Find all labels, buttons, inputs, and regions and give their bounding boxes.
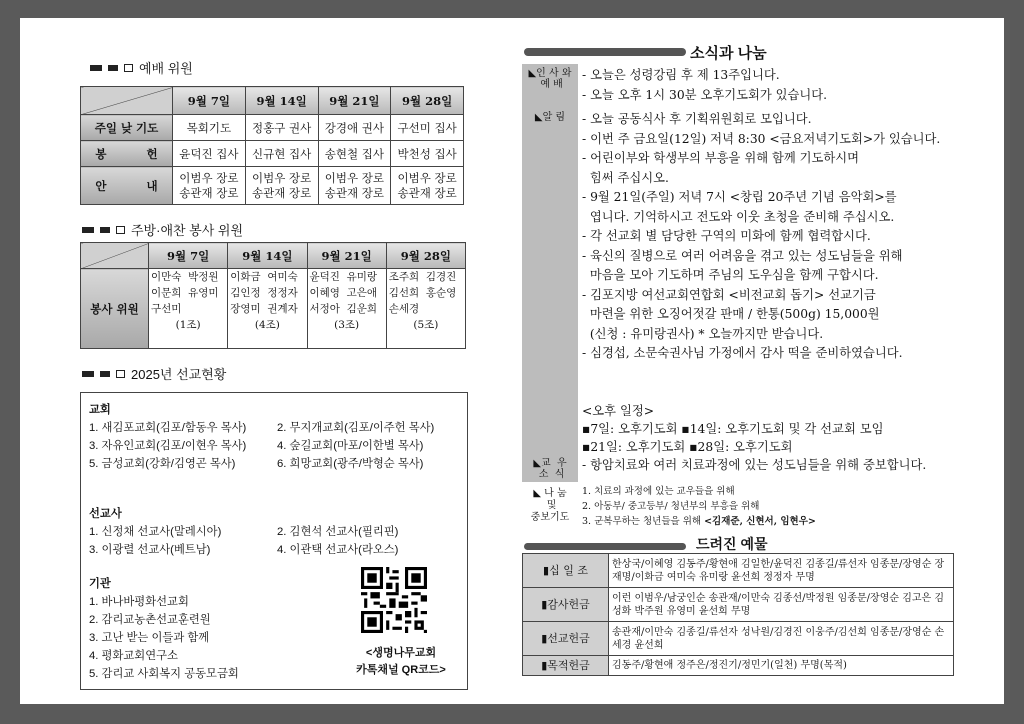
kitchen-header: 9월 7일 <box>149 243 228 269</box>
org-item: 1. 바나바평화선교회 <box>89 596 189 608</box>
sharing-lines <box>582 484 816 529</box>
greeting-lines <box>582 66 827 105</box>
mission-title: 2025년 선교현황 <box>131 367 227 382</box>
diag-cell <box>81 243 149 269</box>
kitchen-table <box>80 242 466 349</box>
worship-row-label: 봉 헌 <box>81 141 173 167</box>
qr-caption <box>351 645 451 679</box>
bullet-bar-icon <box>100 371 110 377</box>
offering-names: 한상국/이혜영 김동주/황현애 김일한/윤덕진 김종길/류선자 임종문/장영순 장재명/이화금 여미숙 유미랑 윤선희 정정자 무명 <box>609 554 954 588</box>
news-line: - 오늘 오후 1시 30분 오후기도회가 있습니다. <box>582 87 828 102</box>
kitchen-names: 윤덕진 유미랑 이혜영 고은애 서정아 김운희 <box>309 271 378 315</box>
kitchen-row-label: 봉사 위원 <box>81 269 149 349</box>
worship-table <box>80 86 464 205</box>
kitchen-cell <box>149 269 228 349</box>
missionary-item: 3. 이광렬 선교사(베트남) <box>89 544 211 556</box>
orgs-heading: 기관 <box>89 578 111 590</box>
churches-heading: 교회 <box>89 404 111 416</box>
church-item: 2. 무지개교회(김포/이주헌 목사) <box>277 422 435 434</box>
kitchen-section-title <box>82 220 243 239</box>
bullet-bar-icon <box>100 227 110 233</box>
offering-label: ▮감사헌금 <box>523 588 609 622</box>
news-title-bar <box>524 48 686 56</box>
missionary-item: 2. 김현석 선교사(필리핀) <box>277 526 399 538</box>
worship-cell: 목회기도 <box>173 115 246 141</box>
worship-header: 9월 14일 <box>245 87 318 115</box>
notice-lines <box>582 110 940 364</box>
label-greeting: ◣인 사 와 예 배 <box>528 68 572 90</box>
worship-cell: 신규현 집사 <box>245 141 318 167</box>
kitchen-header: 9월 21일 <box>307 243 386 269</box>
label-sharing: ◣ 나 눔 및 중보기도 <box>530 488 570 523</box>
kitchen-group: (1조) <box>175 319 201 331</box>
worship-cell: 이범우 장로 송관재 장로 <box>173 167 246 205</box>
worship-cell: 이범우 장로 송관재 장로 <box>245 167 318 205</box>
kitchen-names: 조주희 김경진 김선희 홍순영 손세경 <box>388 271 457 315</box>
kitchen-names: 이화금 여미숙 김인정 정정자 장영미 권계자 <box>230 271 298 315</box>
worship-header: 9월 21일 <box>318 87 391 115</box>
orgs-list <box>89 593 239 683</box>
news-line: - 육신의 질병으로 여러 어려움을 겪고 있는 성도님들을 위해 <box>582 248 903 263</box>
worship-cell: 강경애 권사 <box>318 115 391 141</box>
news-line: - 어린이부와 학생부의 부흥을 위해 함께 기도하시며 <box>582 151 860 165</box>
worship-section-title <box>90 58 193 77</box>
label-member-news: ◣교 우 소 식 <box>533 458 567 480</box>
worship-row-label: 안 내 <box>81 167 173 205</box>
schedule-title: <오후 일정> <box>582 404 655 418</box>
label-notice: ◣알 림 <box>534 112 566 123</box>
church-item: 4. 숲길교회(마포/이한별 목사) <box>277 440 424 452</box>
kitchen-cell <box>307 269 386 349</box>
offering-names: 송관재/이만숙 김종길/류선자 성낙원/김경진 이웅주/김선희 임종문/장영순 손세경 윤선희 <box>609 622 954 656</box>
news-title: 소식과 나눔 <box>690 45 767 62</box>
news-line: - 오늘은 성령강림 후 제 13주입니다. <box>582 68 780 82</box>
offering-label: ▮십 일 조 <box>523 554 609 588</box>
kitchen-group: (4조) <box>254 319 280 331</box>
bullet-bar-icon <box>82 227 94 233</box>
worship-cell: 박천성 집사 <box>391 141 464 167</box>
news-line: (신청 : 유미랑권사) * 오늘까지만 받습니다. <box>582 326 824 341</box>
missionaries-heading: 선교사 <box>89 508 122 520</box>
org-item: 5. 감리교 사회복지 공동모금회 <box>89 668 239 680</box>
qr-code-icon[interactable] <box>361 567 427 633</box>
news-line: - 이번 주 금요일(12일) 저녁 8:30 <금요저녁기도회>가 있습니다. <box>582 131 941 146</box>
bullet-box-icon <box>124 64 133 72</box>
sharing-line: 3. 군복무하는 청년들을 위해 <box>582 516 705 527</box>
worship-cell: 송현철 집사 <box>318 141 391 167</box>
news-sidebar <box>522 64 578 482</box>
kitchen-group: (3조) <box>334 319 360 331</box>
kitchen-names: 이만숙 박정원 이문희 유영미 구선미 <box>151 271 219 315</box>
bulletin-page <box>20 18 1004 704</box>
offering-label: ▮목적헌금 <box>523 656 609 676</box>
org-item: 3. 고난 받는 이들과 함께 <box>89 632 210 644</box>
sharing-line: 1. 치료의 과정에 있는 교우들을 위해 <box>582 486 735 497</box>
offering-names: 김동주/황현애 정주은/정진기/정민기(일천) 무명(목적) <box>609 656 954 676</box>
sharing-bold-names: <김재준, 신현서, 임현우> <box>704 516 816 527</box>
offering-label: ▮선교헌금 <box>523 622 609 656</box>
bullet-bar-icon <box>90 65 102 71</box>
missionary-item: 1. 신정채 선교사(말레시아) <box>89 526 222 538</box>
church-item: 1. 새김포교회(김포/함동우 목사) <box>89 422 247 434</box>
offering-names: 이런 이범우/남궁인순 송관재/이만숙 김종선/박정원 임종문/장영순 김고은 김성화 박주원 유영미 윤선희 무명 <box>609 588 954 622</box>
schedule-line: ▪7일: 오후기도회 ▪14일: 오후기도회 및 각 선교회 모임 <box>582 422 884 436</box>
qr-caption-line: <생명나무교회 <box>365 647 437 659</box>
news-line: - 김포지방 여선교회연합회 <비전교회 돕기> 선교기금 <box>582 287 876 302</box>
kitchen-header: 9월 28일 <box>386 243 465 269</box>
offerings-table <box>522 553 954 676</box>
news-line: - 심경섭, 소문숙권사님 가정에서 감사 떡을 준비하였습니다. <box>582 346 903 360</box>
diag-cell <box>81 87 173 115</box>
missionary-item: 4. 이관택 선교사(라오스) <box>277 544 399 556</box>
news-line: - 오늘 공동식사 후 기획위원회로 모입니다. <box>582 112 812 126</box>
news-line: 엽니다. 기억하시고 전도와 이웃 초청을 준비해 주십시오. <box>582 209 895 224</box>
member-news-line: - 항암치료와 여러 치료과정에 있는 성도님들을 위해 중보합니다. <box>582 458 927 472</box>
worship-cell: 이범우 장로 송관재 장로 <box>318 167 391 205</box>
missionaries-col-2 <box>277 523 398 559</box>
missionaries-col-1 <box>89 523 221 559</box>
worship-header: 9월 28일 <box>391 87 464 115</box>
news-line: 마련을 위한 오징어젓갈 판매 / 한통(500g) 15,000원 <box>582 307 880 321</box>
churches-col-2 <box>277 419 434 473</box>
schedule-line: ▪21일: 오후기도회 ▪28일: 오후기도회 <box>582 440 793 454</box>
worship-cell: 구선미 집사 <box>391 115 464 141</box>
church-item: 3. 자유인교회(김포/이현우 목사) <box>89 440 247 452</box>
news-line: - 각 선교회 별 담당한 구역의 미화에 함께 협력합시다. <box>582 229 871 243</box>
worship-cell: 정홍구 권사 <box>245 115 318 141</box>
schedule <box>582 402 883 456</box>
kitchen-title: 주방·애찬 봉사 위원 <box>131 223 244 238</box>
offerings-title-bar <box>524 543 686 550</box>
org-item: 2. 감리교농촌선교훈련원 <box>89 614 211 626</box>
mission-box <box>80 392 468 690</box>
worship-title: 예배 위원 <box>139 61 193 76</box>
church-item: 5. 금성교회(강화/김영곤 목사) <box>89 458 236 470</box>
bullet-bar-icon <box>82 371 94 377</box>
churches-col-1 <box>89 419 246 473</box>
church-item: 6. 희망교회(광주/박형순 목사) <box>277 458 424 470</box>
sharing-line: 2. 아동부/ 중고등부/ 청년부의 부흥을 위해 <box>582 501 760 512</box>
news-line: - 9월 21일(주일) 저녁 7시 <창립 20주년 기념 음악회>를 <box>582 190 897 204</box>
mission-section-title <box>82 364 226 383</box>
bullet-box-icon <box>116 370 125 378</box>
org-item: 4. 평화교회연구소 <box>89 650 178 662</box>
news-line: 힘써 주십시오. <box>582 170 669 185</box>
worship-header: 9월 7일 <box>173 87 246 115</box>
bullet-box-icon <box>116 226 125 234</box>
bullet-bar-icon <box>108 65 118 71</box>
kitchen-cell <box>228 269 307 349</box>
kitchen-cell <box>386 269 465 349</box>
worship-row-label: 주일 낮 기도 <box>81 115 173 141</box>
worship-cell: 윤덕진 집사 <box>173 141 246 167</box>
offerings-title: 드려진 예물 <box>696 536 768 552</box>
qr-caption-line: 카톡채널 QR코드> <box>356 664 446 676</box>
worship-cell: 이범우 장로 송관재 장로 <box>391 167 464 205</box>
news-line: 마음을 모아 기도하며 주님의 도우심을 함께 구합시다. <box>582 268 879 282</box>
kitchen-group: (5조) <box>413 319 439 331</box>
kitchen-header: 9월 14일 <box>228 243 307 269</box>
